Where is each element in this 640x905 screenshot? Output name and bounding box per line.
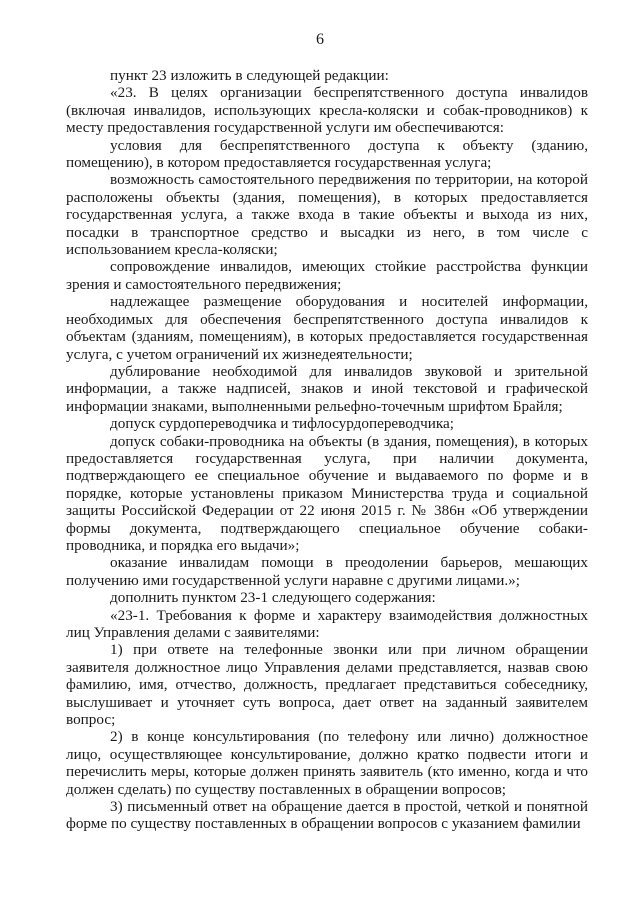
paragraph: дублирование необходимой для инвалидов звуковой и зрительной информации, а также надписей, знаков и иной текстовой и графической информации знаками, выполненными рельефно-точечным шрифтом Брайля; bbox=[66, 362, 588, 415]
paragraph: 2) в конце консультирования (по телефону или лично) должностное лицо, осуществляющее консультирование, должно кратко подвести итоги и перечислить меры, которые должен принять заявитель (кто именно, когда и что должен сделать) по существу поставленных в обращении вопросов; bbox=[66, 728, 588, 798]
paragraph: дополнить пунктом 23-1 следующего содержания: bbox=[110, 589, 436, 607]
paragraph: «23-1. Требования к форме и характеру взаимодействия должностных лиц Управления делами с заявителями: bbox=[66, 606, 588, 641]
paragraph: допуск собаки-проводника на объекты (в здания, помещения), в которых предоставляется государственная услуга, при наличии документа, подтверждающего ее специальное обучение и выдаваемого по форме и в порядке, которые установлены приказом Министерства труда и социальной защиты Российской Федерации от 22 июня 2015 г. № 386н «Об утверждении формы документа, подтверждающего специальное обучение собаки-проводника, и порядка его выдачи»; bbox=[66, 432, 588, 554]
paragraph: 3) письменный ответ на обращение дается в простой, четкой и понятной форме по существу поставленных в обращении вопросов с указанием фамилии bbox=[66, 798, 588, 833]
paragraph: оказание инвалидам помощи в преодолении барьеров, мешающих получению ими государственной услуги наравне с другими лицами.»; bbox=[66, 554, 588, 589]
paragraph: условия для беспрепятственного доступа к объекту (зданию, помещению), в котором предоставляется государственная услуга; bbox=[66, 136, 588, 172]
paragraph: «23. В целях организации беспрепятственного доступа инвалидов (включая инвалидов, использующих кресла-коляски и собак-проводников) к месту предоставления государственной услуги им обеспечиваются: bbox=[66, 84, 588, 137]
page-number: 6 bbox=[316, 31, 324, 48]
document-body bbox=[66, 67, 588, 833]
paragraph: 1) при ответе на телефонные звонки или при личном обращении заявителя должностное лицо Управления делами представляется, назвав свою фамилию, имя, отчество, должность, предлагает представиться собеседнику, выслушивает и уточняет суть вопроса, дает ответ на заданный заявителем вопрос; bbox=[66, 641, 588, 729]
paragraph: надлежащее размещение оборудования и носителей информации, необходимых для обеспечения беспрепятственного доступа инвалидов к объектам (зданиям, помещениям), в которых предоставляется государственная услуга, с учетом ограничений их жизнедеятельности; bbox=[66, 293, 588, 363]
paragraph: допуск сурдопереводчика и тифлосурдопереводчика; bbox=[110, 415, 454, 433]
paragraph: пункт 23 изложить в следующей редакции: bbox=[110, 67, 389, 84]
paragraph: возможность самостоятельного передвижения по территории, на которой расположены объекты (здания, помещения), в которых предоставляется государственная услуга, а также входа в такие объекты и выхода из них, посадки в транспортное средство и высадки из него, в том числе с использованием кресла-коляски; bbox=[66, 171, 588, 259]
paragraph: сопровождение инвалидов, имеющих стойкие расстройства функции зрения и самостоятельного передвижения; bbox=[66, 258, 588, 293]
